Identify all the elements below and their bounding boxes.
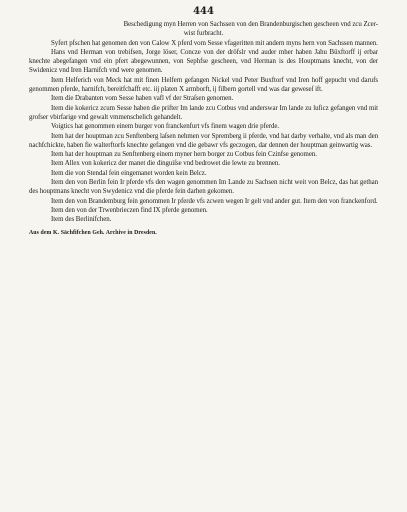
paragraph: Item die Drabanten vom Sesse haben vafl vf der Straſsen genomen. — [51, 95, 234, 103]
paragraph: Item die von Stendal fein eingemanet worden kein Belcz. — [51, 169, 207, 177]
paragraph: Voigtics hat genommen einem burger von franckenfurt vfs finem wagen drie pferde. — [51, 123, 280, 131]
paragraph: Item Allex von kokericz der manet die dinguiſse vnd bedrowet die lewte zu brennen. — [51, 160, 280, 168]
paragraph: Item die kokericz zcum Sesse haben die prifter Im lande zcu Cotbus vnd anderswar Im lande zu luficz gefangen vnd mit grofser vbirfarige vnd gewalt vmmenschelich gehandelt. — [29, 104, 378, 121]
paragraph: Item den von Berlin fein Ir pferde vfs den wagen genommen Im Lande zu Sachsen nicht weit von Belcz, das hat gethan des houptmans knecht von Swydenicz vnd die pferde fein darhen gekomen. — [29, 179, 378, 196]
paragraph: Item Helferich von Meck hat mit finen Helfern gefangen Nickel vnd Peter Buxftorf vnd Iren hoff gepucht vnd darufs genommen pferde, harnifch, bereitfchafft etc. iij platen X armborft, ij filbern gortell vnd was dar geweseſ ift. — [29, 76, 378, 94]
paragraph: Syfert pfschen hat genomen den von Calow X pferd vom Sesse vfageritten mit andern myns hern von Sachssen mannen. — [51, 39, 378, 47]
paragraph-heading — [29, 20, 378, 39]
page-number: 444 — [193, 6, 214, 17]
paragraph: Item hat der houptman zcu Senftenberg laſsen nehmen vor Spremberg ii pferde, vnd hat darby verhalte, vnd als man den nachfchickte, haben fie walterftorfs knechte gefangen vnd die gebawr vfs geczogen, dar dennen der houptman geinwartig was. — [29, 132, 378, 149]
document-body — [29, 20, 378, 244]
paragraph: Hans vnd Herman von trebifsen, Jorge löser, Concze von der dröfslr vnd auder mher haben Jahu Büxftorff ij erbar knechte abegefangen vnd ein pfert abegewunnen, von Sephfse gescheen, vnd Herman is des Houptmans knecht, von der Swidenicz vnd Iren Harnifch vnd were genomen. — [29, 48, 378, 75]
paragraph: Item den von der Trwenbrieczen find IX pferde genomen. — [51, 206, 208, 214]
paragraph: Item hat der houptman zu Senftenberg einem myner hern borger zu Cotbus fein Czinfse genomen. — [51, 151, 317, 159]
paragraph: Item den von Brandemburg fein genommen Ir pferde vfs zcwen wegen Ir gelt vnd ander gut. Item den von franckenford. — [51, 197, 378, 205]
paragraph: Item des Berlinifchen. — [51, 216, 112, 224]
source-footnote: Aus dem K. Sächfifchen Geh. Archive in Dresden. — [29, 229, 157, 236]
heading-line: Beschedigung myn Herren von Sachssen von den Brandenburgischen gescheen vnd zcu Zcer- — [123, 21, 378, 28]
heading-line-2: wist furbracht. — [183, 30, 224, 38]
